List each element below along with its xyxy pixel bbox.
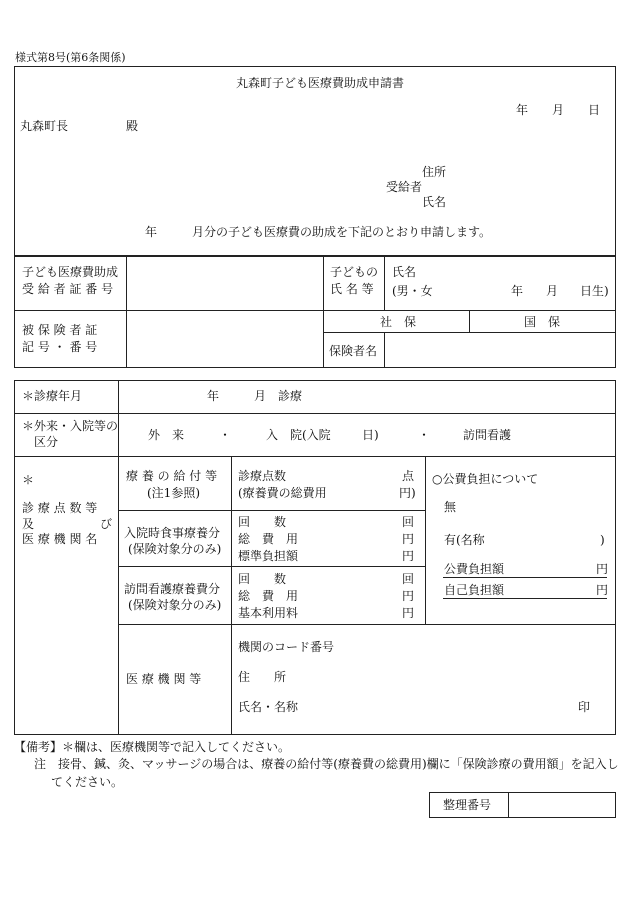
national-insurance[interactable]: 国 保 (524, 315, 561, 329)
child-sex[interactable]: (男・女 (392, 284, 433, 298)
child-label-1: 子どもの (330, 265, 379, 279)
benefit-label-1: 療 養 の 給 付 等 (126, 469, 218, 483)
benefit-label-2: (注1参照) (147, 486, 200, 500)
visit-total-unit: 円 (402, 589, 415, 603)
visit-type-label-2: 区分 (34, 435, 59, 449)
request-text: 月分の子ども医療費の助成を下記のとおり申請します。 (192, 225, 492, 239)
meal-count-label[interactable]: 回 数 (238, 515, 287, 529)
visit-count-unit: 回 (402, 572, 415, 586)
points-unit: 点 (402, 469, 415, 483)
outpatient-option[interactable]: 外 来 (148, 428, 185, 442)
public-expense-title: ○公費負担について (432, 472, 539, 486)
cert-label-1: 子ども医療費助成 (22, 265, 119, 279)
cert-label-2: 受 給 者 証 番 号 (22, 282, 114, 296)
self-amount-underline (443, 598, 607, 599)
inpatient-days[interactable]: 日) (362, 428, 379, 442)
points-label-2a: 及 (22, 517, 35, 531)
date-day[interactable]: 日 (588, 103, 601, 117)
seal-mark: 印 (578, 700, 591, 714)
treatment-month[interactable]: 月 (254, 389, 267, 403)
insurer-name-label: 保険者名 (329, 344, 378, 358)
meal-std-unit: 円 (402, 549, 415, 563)
form-title: 丸森町子ども医療費助成申請書 (236, 76, 405, 90)
public-amount-unit: 円 (596, 562, 609, 576)
note-line-1: 【備考】＊欄は、医療機関等で記入してください。 (14, 740, 291, 754)
points-label-2b: び (100, 517, 113, 531)
note-line-3: てください。 (51, 775, 124, 789)
institution-address-label[interactable]: 住 所 (238, 670, 287, 684)
treatment-year[interactable]: 年 (207, 389, 220, 403)
separator-1: ・ (219, 428, 232, 442)
social-insurance[interactable]: 社 保 (380, 315, 417, 329)
form-label: 様式第8号(第6条関係) (15, 51, 126, 64)
honorific: 殿 (126, 119, 139, 133)
child-name-label[interactable]: 氏名 (392, 265, 417, 279)
visit-type-label-1: ＊外来・入院等の (22, 419, 119, 433)
inpatient-option[interactable]: 入 院(入院 (266, 428, 331, 442)
points-count-label[interactable]: 診療点数 (238, 469, 287, 483)
public-yes-close: ) (600, 533, 605, 547)
date-month[interactable]: 月 (552, 103, 565, 117)
public-amount-label[interactable]: 公費負担額 (444, 562, 505, 576)
date-year[interactable]: 年 (516, 103, 529, 117)
meal-count-unit: 回 (402, 515, 415, 529)
points-label-1: 診 療 点 数 等 (22, 501, 98, 515)
points-star: ＊ (22, 473, 35, 487)
total-cost-label[interactable]: (療養費の総費用 (238, 486, 327, 500)
meal-total-unit: 円 (402, 532, 415, 546)
visit-label-2: (保険対象分のみ) (128, 598, 222, 612)
insurance-label-2: 記 号 ・ 番 号 (22, 340, 98, 354)
institution-label: 医 療 機 関 等 (126, 672, 202, 686)
self-amount-unit: 円 (596, 583, 609, 597)
insurance-label-1: 被 保 険 者 証 (22, 323, 98, 337)
meal-label-1: 入院時食事療養分 (124, 526, 221, 540)
meal-label-2: (保険対象分のみ) (128, 542, 222, 556)
request-year[interactable]: 年 (145, 225, 158, 239)
public-none-option[interactable]: 無 (444, 500, 457, 514)
reference-number-label: 整理番号 (443, 798, 492, 812)
treatment-suffix: 診療 (278, 389, 303, 403)
visit-total-label[interactable]: 総 費 用 (238, 589, 299, 603)
visit-count-label[interactable]: 回 数 (238, 572, 287, 586)
birth-day[interactable]: 日生) (580, 284, 609, 298)
visiting-nursing-option[interactable]: 訪問看護 (463, 428, 512, 442)
applicant-role-label: 受給者 (386, 180, 423, 194)
applicant-name-label[interactable]: 氏名 (422, 195, 447, 209)
total-cost-unit: 円) (399, 486, 416, 500)
visit-basic-label[interactable]: 基本利用料 (238, 606, 299, 620)
institution-name-label[interactable]: 氏名・名称 (238, 700, 299, 714)
separator-2: ・ (418, 428, 431, 442)
points-label-3: 医 療 機 関 名 (22, 532, 98, 546)
applicant-address-label[interactable]: 住所 (422, 165, 447, 179)
self-amount-label[interactable]: 自己負担額 (444, 583, 505, 597)
birth-month[interactable]: 月 (546, 284, 559, 298)
meal-std-label[interactable]: 標準負担額 (238, 549, 299, 563)
note-line-2: 注 接骨、鍼、灸、マッサージの場合は、療養の給付等(療養費の総費用)欄に「保険診療の費用額」を記入し (34, 757, 619, 771)
visit-basic-unit: 円 (402, 606, 415, 620)
birth-year[interactable]: 年 (511, 284, 524, 298)
institution-code-label[interactable]: 機関のコード番号 (238, 640, 335, 654)
treatment-month-label: ＊診療年月 (22, 389, 83, 403)
child-label-2: 氏 名 等 (330, 282, 374, 296)
public-yes-option[interactable]: 有(名称 (444, 533, 485, 547)
meal-total-label[interactable]: 総 費 用 (238, 532, 299, 546)
visit-label-1: 訪問看護療養費分 (124, 582, 221, 596)
public-amount-underline (443, 577, 607, 578)
addressee: 丸森町長 (20, 119, 69, 133)
reference-number-field[interactable] (510, 794, 614, 816)
